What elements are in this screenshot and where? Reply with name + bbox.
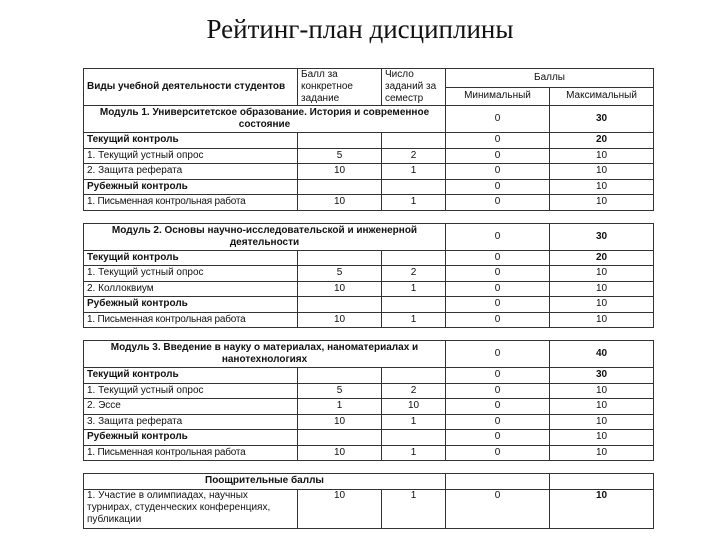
cell-max: 10 [550, 489, 654, 528]
cell-max: 30 [550, 368, 654, 384]
row-label: 1. Текущий устный опрос [84, 266, 298, 282]
cell-min: 0 [446, 179, 550, 195]
cell-min: 0 [446, 250, 550, 266]
cell-max: 10 [550, 148, 654, 164]
header-tasks-per-semester: Число заданий за семестр [382, 69, 446, 106]
table-row [84, 297, 654, 313]
row-label: 1. Письменная контрольная работа [84, 195, 298, 211]
table-row [84, 266, 654, 282]
incentive-title-row [84, 474, 654, 490]
cell-min: 0 [446, 368, 550, 384]
header-max: Максимальный [550, 87, 654, 106]
cell-count: 1 [382, 445, 446, 461]
module-1-title-row [84, 106, 654, 133]
cell-min: 0 [446, 281, 550, 297]
row-label: 2. Эссе [84, 399, 298, 415]
cell-max: 10 [550, 312, 654, 328]
cell-count: 1 [382, 312, 446, 328]
table-row [84, 195, 654, 211]
cell-count: 2 [382, 148, 446, 164]
rating-plan-table [83, 68, 654, 529]
cell-min: 0 [446, 430, 550, 446]
row-label: 1. Письменная контрольная работа [84, 445, 298, 461]
cell-max: 10 [550, 179, 654, 195]
row-label: 1. Участие в олимпиадах, научных турнирах, студенческих конференциях, публикации [84, 489, 298, 528]
incentive-title: Поощрительные баллы [84, 474, 446, 490]
cell-count: 1 [382, 195, 446, 211]
cell-min: 0 [446, 399, 550, 415]
header-points: Баллы [446, 69, 654, 88]
cell-points: 10 [298, 164, 382, 180]
current-control-label: Текущий контроль [84, 368, 298, 384]
page-title: Рейтинг-план дисциплины [206, 14, 514, 44]
cell-max: 10 [550, 399, 654, 415]
current-control-label: Текущий контроль [84, 133, 298, 149]
cell-min: 0 [446, 195, 550, 211]
cell-min: 0 [446, 266, 550, 282]
row-label: 2. Защита реферата [84, 164, 298, 180]
table-row [84, 179, 654, 195]
cell-count: 1 [382, 489, 446, 528]
table-header-row [84, 69, 654, 88]
module-2-min: 0 [446, 223, 550, 250]
cell-max: 10 [550, 195, 654, 211]
cell-max: 10 [550, 414, 654, 430]
cell-count: 2 [382, 383, 446, 399]
module-3-min: 0 [446, 341, 550, 368]
table-row [84, 281, 654, 297]
row-label: 2. Коллоквиум [84, 281, 298, 297]
boundary-control-label: Рубежный контроль [84, 430, 298, 446]
separator-row [84, 210, 654, 223]
table-row [84, 312, 654, 328]
table-row [84, 414, 654, 430]
cell-points: 10 [298, 489, 382, 528]
module-3-max: 40 [550, 341, 654, 368]
row-label: 1. Текущий устный опрос [84, 148, 298, 164]
table-row [84, 430, 654, 446]
cell-points: 10 [298, 312, 382, 328]
cell-max: 10 [550, 281, 654, 297]
header-activity: Виды учебной деятельности студентов [84, 69, 298, 106]
row-label: 1. Текущий устный опрос [84, 383, 298, 399]
module-2-max: 30 [550, 223, 654, 250]
cell-min: 0 [446, 148, 550, 164]
cell-count: 1 [382, 414, 446, 430]
table-row [84, 489, 654, 528]
cell-points: 10 [298, 281, 382, 297]
cell-max: 20 [550, 250, 654, 266]
cell-min: 0 [446, 312, 550, 328]
table-row [84, 399, 654, 415]
row-label: 3. Защита реферата [84, 414, 298, 430]
cell-count: 10 [382, 399, 446, 415]
module-1-title: Модуль 1. Университетское образование. История и современное состояние [84, 106, 446, 133]
table-row [84, 445, 654, 461]
cell-points: 5 [298, 266, 382, 282]
module-1-min: 0 [446, 106, 550, 133]
module-2-title: Модуль 2. Основы научно-исследовательской и инженерной деятельности [84, 223, 446, 250]
cell-max: 10 [550, 430, 654, 446]
cell-max: 20 [550, 133, 654, 149]
separator-row [84, 328, 654, 341]
cell-max: 10 [550, 164, 654, 180]
boundary-control-label: Рубежный контроль [84, 297, 298, 313]
cell-min: 0 [446, 414, 550, 430]
cell-count: 1 [382, 281, 446, 297]
cell-max: 10 [550, 266, 654, 282]
cell-max: 10 [550, 297, 654, 313]
table-row [84, 368, 654, 384]
cell-min: 0 [446, 383, 550, 399]
cell-points: 10 [298, 414, 382, 430]
cell-points: 10 [298, 445, 382, 461]
module-1-max: 30 [550, 106, 654, 133]
cell-min: 0 [446, 133, 550, 149]
cell-max: 10 [550, 445, 654, 461]
cell-min: 0 [446, 489, 550, 528]
table-row [84, 164, 654, 180]
cell-points: 1 [298, 399, 382, 415]
row-label: 1. Письменная контрольная работа [84, 312, 298, 328]
module-3-title: Модуль 3. Введение в науку о материалах, наноматериалах и нанотехнологиях [84, 341, 446, 368]
cell-points: 5 [298, 383, 382, 399]
module-2-title-row [84, 223, 654, 250]
cell-min: 0 [446, 297, 550, 313]
cell-count: 1 [382, 164, 446, 180]
cell-max: 10 [550, 383, 654, 399]
cell-min: 0 [446, 164, 550, 180]
cell-count: 2 [382, 266, 446, 282]
table-row [84, 148, 654, 164]
boundary-control-label: Рубежный контроль [84, 179, 298, 195]
cell-points: 5 [298, 148, 382, 164]
header-min: Минимальный [446, 87, 550, 106]
separator-row [84, 461, 654, 474]
cell-points: 10 [298, 195, 382, 211]
table-row [84, 133, 654, 149]
table-row [84, 250, 654, 266]
current-control-label: Текущий контроль [84, 250, 298, 266]
module-3-title-row [84, 341, 654, 368]
header-points-per-task: Балл за конкретное задание [298, 69, 382, 106]
cell-min: 0 [446, 445, 550, 461]
table-row [84, 383, 654, 399]
